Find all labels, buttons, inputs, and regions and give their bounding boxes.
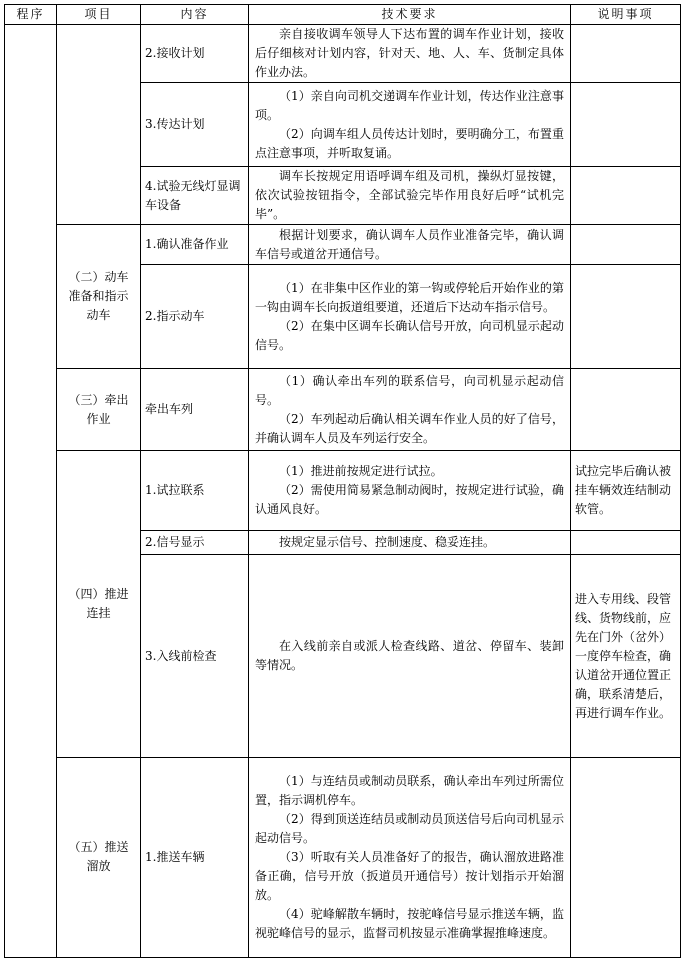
procedure-cell [5, 25, 57, 958]
tech-paragraph: （1）亲自向司机交递调车作业计划，传达作业注意事项。 [255, 88, 564, 122]
note-cell [571, 83, 681, 167]
tech-paragraph: 根据计划要求，确认调车人员作业准备完毕，确认调车信号或道岔开通信号。 [255, 227, 564, 261]
tech-paragraph: 亲自接收调车领导人下达布置的调车作业计划，接收后仔细核对计划内容，针对天、地、人、车、货制定具体作业办法。 [255, 27, 564, 80]
content-cell: 1.试拉联系 [141, 451, 249, 531]
tech-paragraph: （1）在非集中区作业的第一钩或停轮后开始作业的第一钩由调车长向扳道组要道，还道后下达动车指示信号。 [255, 280, 564, 314]
tech-paragraph: （1）推进前按规定进行试拉。 [279, 464, 443, 479]
table-row [5, 225, 681, 265]
content-cell: 牵出车列 [141, 369, 249, 451]
header-item: 项目 [57, 5, 141, 25]
tech-requirement-cell [249, 225, 571, 265]
tech-paragraph: （1）确认牵出车列的联系信号，向司机显示起动信号。 [255, 373, 564, 407]
tech-paragraph: （4）驼峰解散车辆时，按驼峰信号显示推送车辆，监视驼峰信号的显示，监督司机按显示准确掌握推峰速度。 [255, 906, 564, 940]
tech-requirement-cell [249, 167, 571, 225]
tech-requirement-cell [249, 83, 571, 167]
tech-paragraph: （2）车列起动后确认相关调车作业人员的好了信号，并确认调车人员及车列运行安全。 [255, 411, 564, 445]
tech-paragraph: （2）需使用简易紧急制动阀时，按规定进行试验，确认通风良好。 [255, 483, 564, 517]
content-cell: 2.接收计划 [141, 25, 249, 83]
tech-paragraph: 按规定显示信号、控制速度、稳妥连挂。 [279, 535, 496, 550]
tech-paragraph: （1）与连结员或制动员联系，确认牵出车列过所需位置，指示调机停车。 [255, 773, 564, 807]
header-content: 内容 [141, 5, 249, 25]
tech-requirement-cell [249, 265, 571, 369]
table-row [5, 757, 681, 957]
tech-requirement-cell [249, 25, 571, 83]
note-cell [571, 757, 681, 957]
note-cell: 进入专用线、段管线、货物线前，应先在门外（岔外）一度停车检查，确认道岔开通位置正确，联系清楚后，再进行调车作业。 [571, 555, 681, 757]
procedure-table [4, 4, 681, 958]
content-cell: 1.确认准备作业 [141, 225, 249, 265]
table-row [5, 25, 681, 83]
item-cell: （五）推送溜放 [57, 757, 141, 957]
tech-requirement-cell [249, 531, 571, 555]
tech-requirement-cell [249, 757, 571, 957]
table-row [5, 451, 681, 531]
content-cell: 3.传达计划 [141, 83, 249, 167]
content-cell: 1.推送车辆 [141, 757, 249, 957]
item-cell: （四）推进连挂 [57, 451, 141, 757]
tech-paragraph: （2）在集中区调车长确认信号开放，向司机显示起动信号。 [255, 318, 564, 352]
header-tech: 技术要求 [249, 5, 571, 25]
item-cell: （三）牵出作业 [57, 369, 141, 451]
table-body [5, 25, 681, 958]
note-cell [571, 225, 681, 265]
tech-paragraph: （2）向调车组人员传达计划时，要明确分工，布置重点注意事项，并听取复诵。 [255, 126, 564, 160]
note-cell [571, 531, 681, 555]
content-cell: 2.信号显示 [141, 531, 249, 555]
note-cell [571, 369, 681, 451]
content-cell: 4.试验无线灯显调车设备 [141, 167, 249, 225]
tech-requirement-cell [249, 369, 571, 451]
header-note: 说明事项 [571, 5, 681, 25]
tech-paragraph: （2）得到顶送连结员或制动员顶送信号后向司机显示起动信号。 [255, 811, 564, 845]
tech-requirement-cell [249, 451, 571, 531]
tech-paragraph: 在入线前亲自或派人检查线路、道岔、停留车、装卸等情况。 [255, 639, 564, 673]
table-row [5, 369, 681, 451]
note-cell [571, 25, 681, 83]
item-cell: （二）动车准备和指示动车 [57, 225, 141, 369]
note-cell [571, 167, 681, 225]
note-cell: 试拉完毕后确认被挂车辆效连结制动软管。 [571, 451, 681, 531]
content-cell: 3.入线前检查 [141, 555, 249, 757]
item-cell [57, 25, 141, 225]
tech-requirement-cell [249, 555, 571, 757]
tech-paragraph: （3）听取有关人员准备好了的报告，确认溜放进路准备正确，信号开放（扳道员开通信号）按计划指示开始溜放。 [255, 849, 564, 902]
note-cell [571, 265, 681, 369]
header-row [5, 5, 681, 25]
header-seq: 程序 [5, 5, 57, 25]
content-cell: 2.指示动车 [141, 265, 249, 369]
tech-paragraph: 调车长按规定用语呼调车组及司机，操纵灯显按键，依次试验按钮指令，全部试验完毕作用良好后呼“试机完毕”。 [255, 169, 564, 222]
